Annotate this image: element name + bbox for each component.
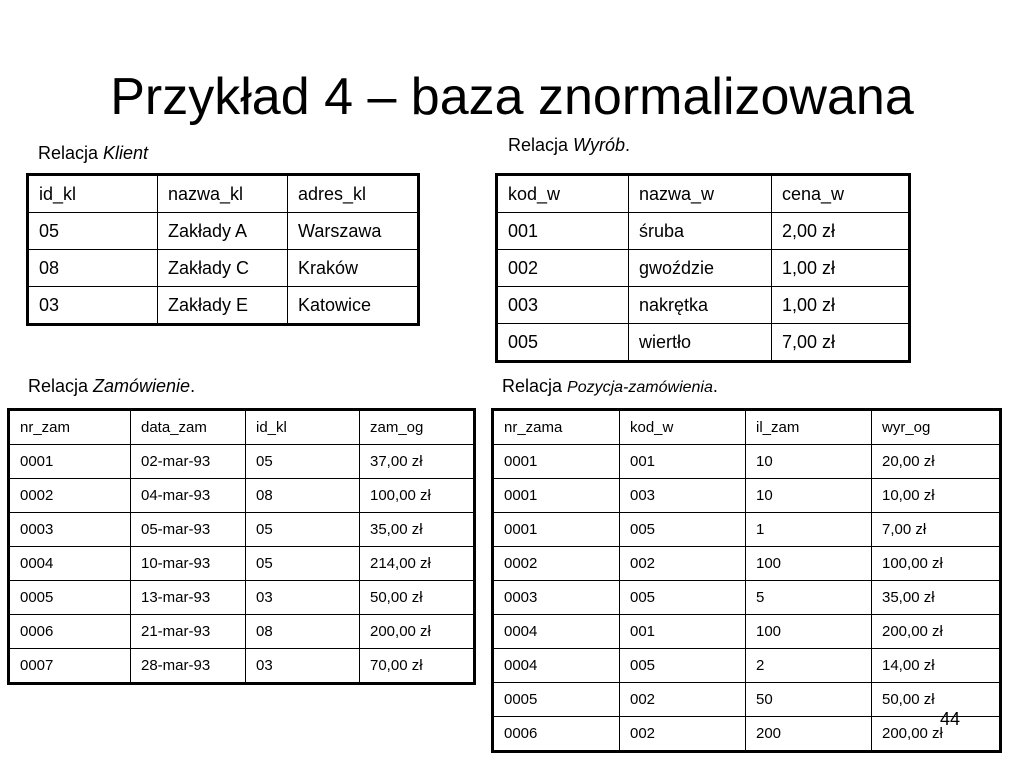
table-cell: 002 xyxy=(620,683,746,717)
table-cell: 001 xyxy=(620,445,746,479)
table-cell: 37,00 zł xyxy=(360,445,475,479)
table-cell: 0003 xyxy=(493,581,620,615)
table-cell: 03 xyxy=(28,287,158,325)
caption-pozycja xyxy=(502,375,718,399)
table-cell: Zakłady C xyxy=(158,250,288,287)
column-header: cena_w xyxy=(772,175,910,213)
table-cell: 003 xyxy=(497,287,629,324)
caption-prefix: Relacja xyxy=(38,143,104,163)
table-wyrob xyxy=(495,173,911,363)
slide-title: Przykład 4 – baza znormalizowana xyxy=(110,68,914,126)
caption-suffix: . xyxy=(712,376,718,396)
table-row xyxy=(9,445,475,479)
table-klient xyxy=(26,173,420,326)
table-cell: 005 xyxy=(620,581,746,615)
table-cell: 08 xyxy=(246,479,360,513)
table-cell: Zakłady A xyxy=(158,213,288,250)
table-row xyxy=(493,479,1001,513)
caption-prefix: Relacja xyxy=(502,376,568,396)
table-cell: 200,00 zł xyxy=(872,615,1001,649)
table-cell: 005 xyxy=(620,649,746,683)
table-cell: 100,00 zł xyxy=(360,479,475,513)
column-header: data_zam xyxy=(131,410,246,445)
table-cell: 0001 xyxy=(493,445,620,479)
caption-suffix: . xyxy=(190,376,196,396)
table-cell: 21-mar-93 xyxy=(131,615,246,649)
table-cell: śruba xyxy=(629,213,772,250)
table-cell: 005 xyxy=(620,513,746,547)
table-cell: wiertło xyxy=(629,324,772,362)
table-row xyxy=(497,213,910,250)
table-cell: 02-mar-93 xyxy=(131,445,246,479)
table-cell: 05 xyxy=(246,445,360,479)
table-cell: 0003 xyxy=(9,513,131,547)
table-cell: 001 xyxy=(497,213,629,250)
column-header: nazwa_kl xyxy=(158,175,288,213)
table-cell: 35,00 zł xyxy=(872,581,1001,615)
table-cell: 03 xyxy=(246,649,360,684)
table-cell: 002 xyxy=(620,717,746,752)
table-cell: Katowice xyxy=(288,287,419,325)
column-header: wyr_og xyxy=(872,410,1001,445)
table-row xyxy=(493,683,1001,717)
table-cell: 0002 xyxy=(9,479,131,513)
table-cell: 1,00 zł xyxy=(772,287,910,324)
table-cell: 2 xyxy=(746,649,872,683)
table-cell: 200 xyxy=(746,717,872,752)
column-header: il_zam xyxy=(746,410,872,445)
table-row xyxy=(9,649,475,684)
table-cell: 005 xyxy=(497,324,629,362)
caption-prefix: Relacja xyxy=(28,376,94,396)
caption-zamowienie xyxy=(28,375,195,397)
table-row xyxy=(9,513,475,547)
table-cell: 200,00 zł xyxy=(360,615,475,649)
table-row xyxy=(9,615,475,649)
table-cell: 0006 xyxy=(9,615,131,649)
table-zamowienie xyxy=(7,408,476,685)
column-header: zam_og xyxy=(360,410,475,445)
table-cell: 0007 xyxy=(9,649,131,684)
table-cell: 002 xyxy=(497,250,629,287)
table-row xyxy=(497,287,910,324)
table-header-row xyxy=(9,410,475,445)
table-pozycja-zamowienia xyxy=(491,408,1002,753)
table-cell: 5 xyxy=(746,581,872,615)
table-row xyxy=(493,581,1001,615)
table-cell: 20,00 zł xyxy=(872,445,1001,479)
table-cell: 0001 xyxy=(493,513,620,547)
table-row xyxy=(28,287,419,325)
table-cell: 7,00 zł xyxy=(872,513,1001,547)
table-header-row xyxy=(493,410,1001,445)
table-cell: 100,00 zł xyxy=(872,547,1001,581)
table-cell: 10-mar-93 xyxy=(131,547,246,581)
table-cell: 05 xyxy=(28,213,158,250)
table-row xyxy=(493,717,1001,752)
table-cell: nakrętka xyxy=(629,287,772,324)
table-cell: 70,00 zł xyxy=(360,649,475,684)
table-cell: 002 xyxy=(620,547,746,581)
table-cell: 05 xyxy=(246,547,360,581)
table-cell: 0005 xyxy=(9,581,131,615)
column-header: nazwa_w xyxy=(629,175,772,213)
table-cell: Kraków xyxy=(288,250,419,287)
table-cell: 1,00 zł xyxy=(772,250,910,287)
table-cell: 0005 xyxy=(493,683,620,717)
table-cell: 0004 xyxy=(493,649,620,683)
table-row xyxy=(493,513,1001,547)
table-cell: 10 xyxy=(746,445,872,479)
table-cell: 0002 xyxy=(493,547,620,581)
table-cell: 001 xyxy=(620,615,746,649)
table-row xyxy=(9,581,475,615)
table-cell: 10,00 zł xyxy=(872,479,1001,513)
table-cell: 0004 xyxy=(493,615,620,649)
column-header: adres_kl xyxy=(288,175,419,213)
caption-relation-name: Wyrób xyxy=(573,135,626,155)
column-header: kod_w xyxy=(497,175,629,213)
column-header: id_kl xyxy=(28,175,158,213)
table-cell: 35,00 zł xyxy=(360,513,475,547)
table-cell: 0006 xyxy=(493,717,620,752)
caption-klient xyxy=(38,142,148,164)
table-header-row xyxy=(497,175,910,213)
table-row xyxy=(493,649,1001,683)
table-row xyxy=(9,547,475,581)
table-cell: Zakłady E xyxy=(158,287,288,325)
table-cell: 50,00 zł xyxy=(872,683,1001,717)
column-header: nr_zam xyxy=(9,410,131,445)
table-cell: 2,00 zł xyxy=(772,213,910,250)
table-row xyxy=(28,250,419,287)
caption-relation-name: Pozycja-zamówienia xyxy=(567,379,713,396)
table-cell: 03 xyxy=(246,581,360,615)
table-row xyxy=(493,547,1001,581)
table-cell: 28-mar-93 xyxy=(131,649,246,684)
table-row xyxy=(28,213,419,250)
table-cell: 7,00 zł xyxy=(772,324,910,362)
caption-suffix: . xyxy=(625,135,631,155)
table-cell: 04-mar-93 xyxy=(131,479,246,513)
table-cell: 08 xyxy=(28,250,158,287)
column-header: kod_w xyxy=(620,410,746,445)
column-header: nr_zama xyxy=(493,410,620,445)
table-cell: 08 xyxy=(246,615,360,649)
table-row xyxy=(493,445,1001,479)
table-row xyxy=(497,250,910,287)
table-cell: gwoździe xyxy=(629,250,772,287)
table-cell: 214,00 zł xyxy=(360,547,475,581)
table-row xyxy=(497,324,910,362)
table-cell: 50 xyxy=(746,683,872,717)
table-cell: 0004 xyxy=(9,547,131,581)
table-cell: 0001 xyxy=(9,445,131,479)
table-cell: 14,00 zł xyxy=(872,649,1001,683)
table-cell: Warszawa xyxy=(288,213,419,250)
column-header: id_kl xyxy=(246,410,360,445)
caption-prefix: Relacja xyxy=(508,135,574,155)
table-cell: 05-mar-93 xyxy=(131,513,246,547)
caption-relation-name: Klient xyxy=(103,143,149,163)
table-cell: 1 xyxy=(746,513,872,547)
table-cell: 200,00 zł xyxy=(872,717,1001,752)
table-row xyxy=(9,479,475,513)
caption-wyrob xyxy=(508,134,630,156)
table-cell: 100 xyxy=(746,547,872,581)
table-cell: 003 xyxy=(620,479,746,513)
table-header-row xyxy=(28,175,419,213)
table-cell: 0001 xyxy=(493,479,620,513)
table-cell: 05 xyxy=(246,513,360,547)
table-cell: 100 xyxy=(746,615,872,649)
table-cell: 13-mar-93 xyxy=(131,581,246,615)
table-cell: 50,00 zł xyxy=(360,581,475,615)
table-cell: 10 xyxy=(746,479,872,513)
caption-relation-name: Zamówienie xyxy=(93,376,191,396)
page-number: 44 xyxy=(940,709,961,729)
table-row xyxy=(493,615,1001,649)
